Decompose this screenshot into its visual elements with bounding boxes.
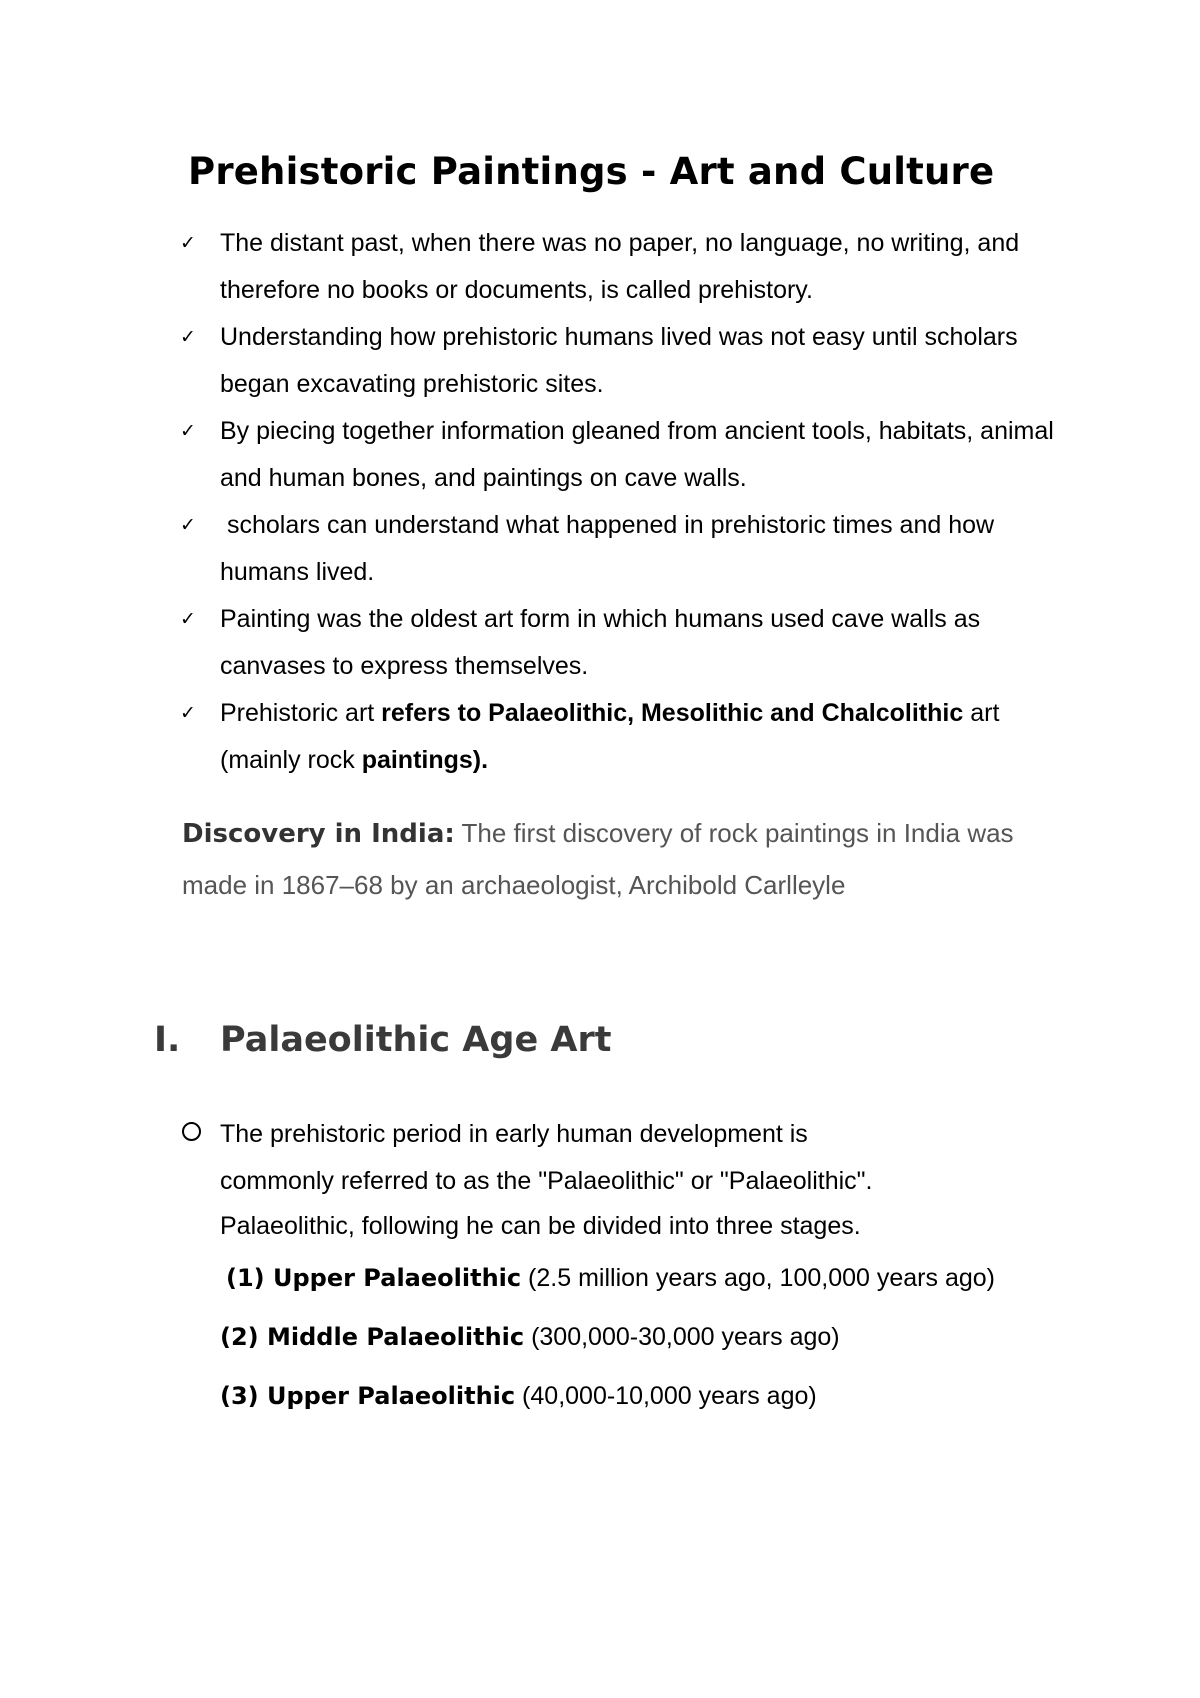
stage-detail: (40,000-10,000 years ago) [515,1382,817,1410]
checkmark-icon: ✓ [180,420,196,442]
page-title: Prehistoric Paintings - Art and Culture [188,150,995,193]
discovery-text: The first discovery of rock paintings in India was made in 1867–68 by an archaeologist, Archibold Carlleyle [182,818,1014,900]
checkmark-icon: ✓ [180,514,196,536]
palaeolithic-intro [220,1110,1082,1248]
stage-item [220,1372,1082,1421]
stage-item [220,1254,1082,1303]
bold-text-run: paintings). [361,746,489,774]
list-item [178,690,1078,784]
list-item-text [220,690,1078,784]
bold-text-run: refers to Palaeolithic, Mesolithic and Chalcolithic [381,699,964,727]
checkmark-icon: ✓ [180,326,196,348]
text-run: art (mainly rock [220,699,1000,774]
list-item-text: Understanding how prehistoric humans lived was not easy until scholars began excavating prehistoric sites. [220,323,1018,398]
checkmark-icon: ✓ [180,232,196,254]
stage-item [220,1313,1082,1362]
list-item [178,314,1078,408]
section-number: I. [154,1020,181,1060]
circle-bullet-icon [182,1122,201,1141]
stage-detail: (300,000-30,000 years ago) [524,1323,840,1351]
intro-line: commonly referred to as the "Palaeolithic" or "Palaeolithic". [220,1167,873,1195]
list-item-text: scholars can understand what happened in prehistoric times and how humans lived. [220,511,1002,586]
discovery-paragraph [182,808,1082,911]
intro-line: Palaeolithic, following he can be divided into three stages. [220,1212,861,1240]
stage-detail: (2.5 million years ago, 100,000 years ago) [521,1264,995,1292]
checklist [178,220,1078,784]
list-item-text: The distant past, when there was no paper, no language, no writing, and therefore no books or documents, is called prehistory. [220,229,1020,304]
list-item [178,502,1078,596]
section-heading [154,1020,611,1060]
checkmark-icon: ✓ [180,608,196,630]
section-title: Palaeolithic Age Art [220,1020,612,1060]
checkmark-icon: ✓ [180,702,196,724]
stage-name: (2) Middle Palaeolithic [220,1323,525,1351]
text-run: Prehistoric art [220,699,382,727]
palaeolithic-block [182,1110,1082,1421]
list-item [178,596,1078,690]
list-item-text: By piecing together information gleaned from ancient tools, habitats, animal and human bones, and paintings on cave walls. [220,417,1054,492]
list-item [178,408,1078,502]
list-item-text: Painting was the oldest art form in which humans used cave walls as canvases to express themselves. [220,605,981,680]
stage-name: (1) Upper Palaeolithic [226,1264,522,1292]
intro-line: The prehistoric period in early human development is [220,1120,808,1148]
stage-name: (3) Upper Palaeolithic [220,1382,516,1410]
list-item [178,220,1078,314]
discovery-label: Discovery in India: [182,819,455,849]
